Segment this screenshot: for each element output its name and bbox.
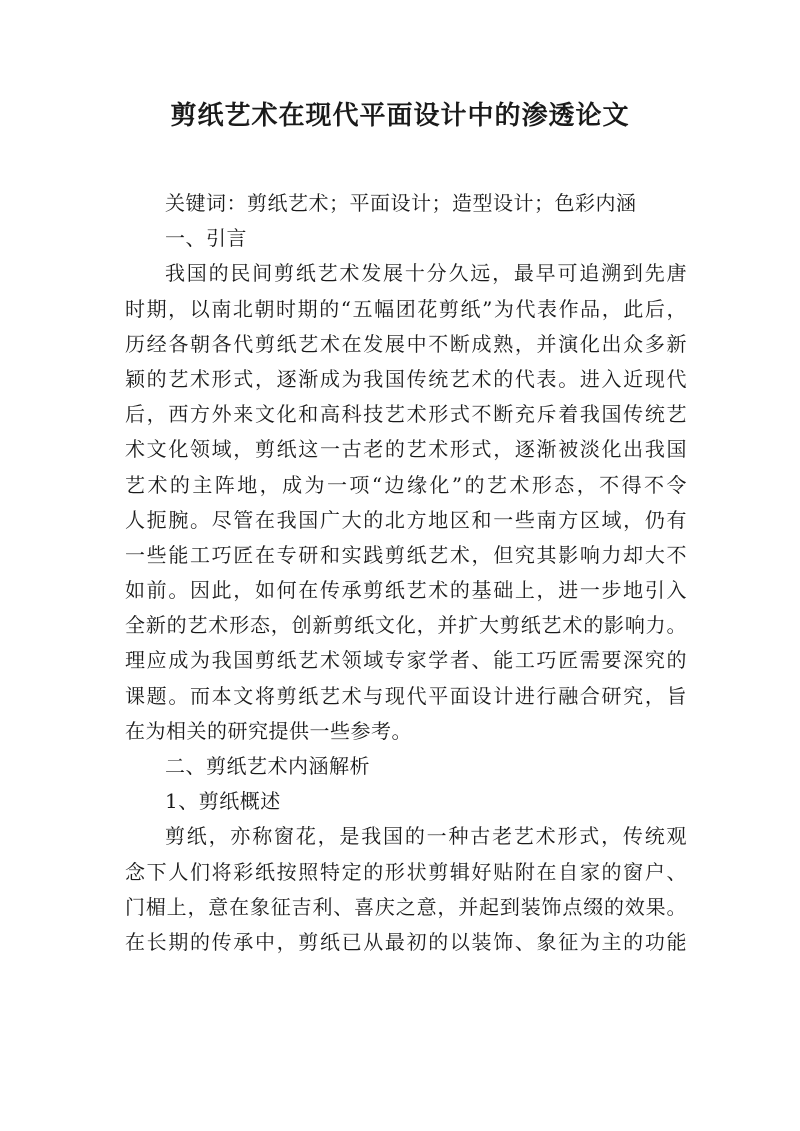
paragraph-line: 人扼腕。尽管在我国广大的北方地区和一些南方区域，仍有 [125,507,687,532]
overview-paragraph [125,819,687,960]
document-title: 剪纸艺术在现代平面设计中的渗透论文 [170,101,630,131]
subsection-heading-overview: 1、剪纸概述 [165,789,281,814]
keywords-line: 关键词：剪纸艺术；平面设计；造型设计；色彩内涵 [165,191,637,215]
paragraph-line: 门楣上，意在象征吉利、喜庆之意，并起到装饰点缀的效果。 [125,894,687,919]
paragraph-line: 后，西方外来文化和高科技艺术形式不断充斥着我国传统艺 [125,402,687,427]
paragraph-line: 在长期的传承中，剪纸已从最初的以装饰、象征为主的功能 [125,929,687,954]
paragraph-line: 术文化领域，剪纸这一古老的艺术形式，逐渐被淡化出我国 [125,437,687,462]
section-heading-papercut-connotation: 二、剪纸艺术内涵解析 [165,754,370,778]
paragraph-line: 念下人们将彩纸按照特定的形状剪辑好贴附在自家的窗户、 [125,859,687,884]
section-heading-introduction: 一、引言 [165,226,247,251]
paragraph-line: 我国的民间剪纸艺术发展十分久远，最早可追溯到先唐 [165,261,687,286]
paragraph-line: 颖的艺术形式，逐渐成为我国传统艺术的代表。进入近现代 [125,366,687,391]
paragraph-line: 全新的艺术形态，创新剪纸文化，并扩大剪纸艺术的影响力。 [125,613,687,638]
paragraph-line: 艺术的主阵地，成为一项“边缘化”的艺术形态，不得不令 [125,472,687,497]
paragraph-line: 历经各朝各代剪纸艺术在发展中不断成熟，并演化出众多新 [125,331,687,356]
paragraph-line: 课题。而本文将剪纸艺术与现代平面设计进行融合研究，旨 [125,683,687,708]
paragraph-line: 如前。因此，如何在传承剪纸艺术的基础上，进一步地引入 [125,578,687,603]
paragraph-line: 时期，以南北朝时期的“五幅团花剪纸”为代表作品，此后， [125,296,687,321]
paragraph-line: 在为相关的研究提供一些参考。 [125,718,412,743]
document-body [125,186,687,960]
intro-paragraph [125,256,687,749]
paragraph-line: 一些能工巧匠在专研和实践剪纸艺术，但究其影响力却大不 [125,542,687,567]
paragraph-line: 剪纸，亦称窗花，是我国的一种古老艺术形式，传统观 [165,824,687,849]
paragraph-line: 理应成为我国剪纸艺术领域专家学者、能工巧匠需要深究的 [125,648,687,673]
